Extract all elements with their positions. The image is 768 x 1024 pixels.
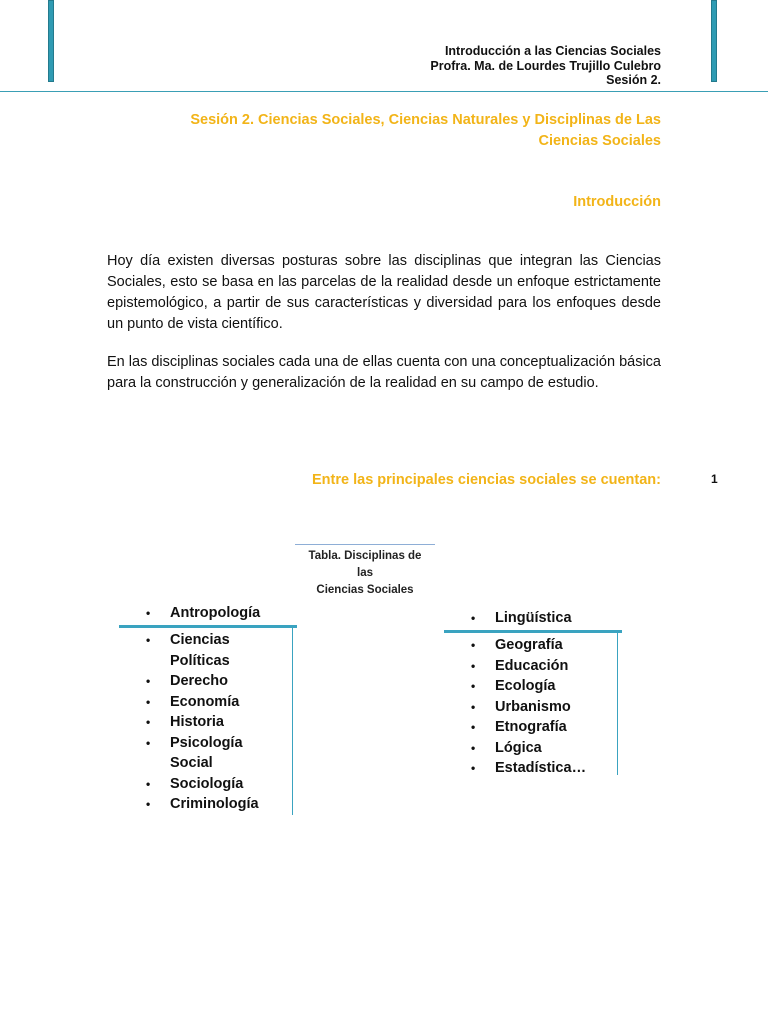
list-item: [119, 733, 265, 774]
discipline-label: Lógica: [495, 739, 542, 756]
list-item: [119, 794, 292, 815]
header-divider: [0, 91, 768, 92]
list-item: [444, 738, 617, 759]
list-item: [444, 608, 622, 629]
bullet-icon: •: [146, 694, 151, 709]
discipline-label: Derecho: [170, 673, 229, 689]
bullet-icon: •: [471, 679, 476, 693]
bullet-icon: •: [146, 606, 151, 620]
list-item: [119, 774, 292, 795]
list-item: [444, 635, 617, 656]
list-item: [444, 697, 617, 718]
list-item: [119, 630, 265, 671]
list-item: [444, 758, 617, 779]
left-accent-bar: [48, 0, 54, 82]
discipline-label: Psicología Social: [170, 734, 243, 771]
bullet-icon: •: [471, 611, 476, 625]
bullet-icon: •: [146, 715, 151, 729]
paragraph-2: En las disciplinas sociales cada una de ellas cuenta con una conceptualización básica para la construcción y generalización de la realidad en su campo de estudio.: [107, 354, 661, 391]
caption-rule: [295, 544, 435, 545]
list-item: [119, 671, 292, 692]
discipline-label: Ciencias Políticas: [170, 632, 230, 669]
column-header-label: Lingüística: [495, 610, 572, 626]
bullet-icon: •: [471, 699, 476, 714]
intro-heading: Introducción: [573, 194, 661, 210]
discipline-label: Educación: [495, 657, 569, 674]
list-item: [444, 676, 617, 697]
list-item: [119, 603, 297, 624]
page-title: [141, 110, 661, 152]
list-item: [444, 656, 617, 677]
bullet-icon: •: [146, 735, 151, 750]
table-caption: [300, 548, 430, 599]
page-number: 1: [711, 472, 718, 486]
left-discipline-column: [119, 603, 297, 815]
bullet-icon: •: [471, 740, 476, 755]
bullet-icon: •: [471, 638, 476, 652]
bullet-icon: •: [471, 761, 476, 775]
bullet-icon: •: [146, 776, 151, 791]
caption-line-2: Ciencias Sociales: [316, 584, 414, 596]
discipline-label: Sociología: [170, 775, 244, 792]
page-header: [430, 44, 661, 88]
right-discipline-column: [444, 608, 622, 775]
discipline-label: Etnografía: [495, 719, 567, 735]
paragraph-1: Hoy día existen diversas posturas sobre las disciplinas que integran las Ciencias Sociales, esto se basa en las parcelas de la realidad desde un enfoque estrictamente epistemológico, a partir de sus características y diversidad para los enfoques desde un punto de vista científico.: [107, 253, 661, 332]
discipline-label: Urbanismo: [495, 698, 571, 715]
list-heading: Entre las principales ciencias sociales se cuentan:: [312, 472, 661, 488]
list-item: [444, 717, 617, 738]
discipline-label: Criminología: [170, 796, 259, 812]
bullet-icon: •: [146, 633, 151, 647]
discipline-label: Geografía: [495, 637, 563, 653]
discipline-label: Estadística…: [495, 760, 587, 776]
header-session: Sesión 2.: [606, 73, 661, 87]
header-teacher: Profra. Ma. de Lourdes Trujillo Culebro: [430, 58, 661, 73]
bullet-icon: •: [471, 658, 476, 673]
bullet-icon: •: [471, 720, 476, 734]
right-accent-bar: [711, 0, 717, 82]
title-line-1: Sesión 2. Ciencias Sociales, Ciencias Naturales y Disciplinas de Las: [190, 112, 661, 128]
discipline-label: Historia: [170, 714, 224, 730]
title-line-2: Ciencias Sociales: [538, 133, 661, 149]
column-header-label: Antropología: [170, 605, 261, 621]
discipline-label: Ecología: [495, 678, 556, 694]
header-course: Introducción a las Ciencias Sociales: [444, 44, 661, 58]
list-item: [119, 712, 292, 733]
bullet-icon: •: [146, 797, 151, 811]
bullet-icon: •: [146, 674, 151, 688]
caption-line-1: Tabla. Disciplinas de las: [308, 550, 422, 579]
list-item: [119, 692, 292, 713]
discipline-label: Economía: [170, 693, 240, 710]
